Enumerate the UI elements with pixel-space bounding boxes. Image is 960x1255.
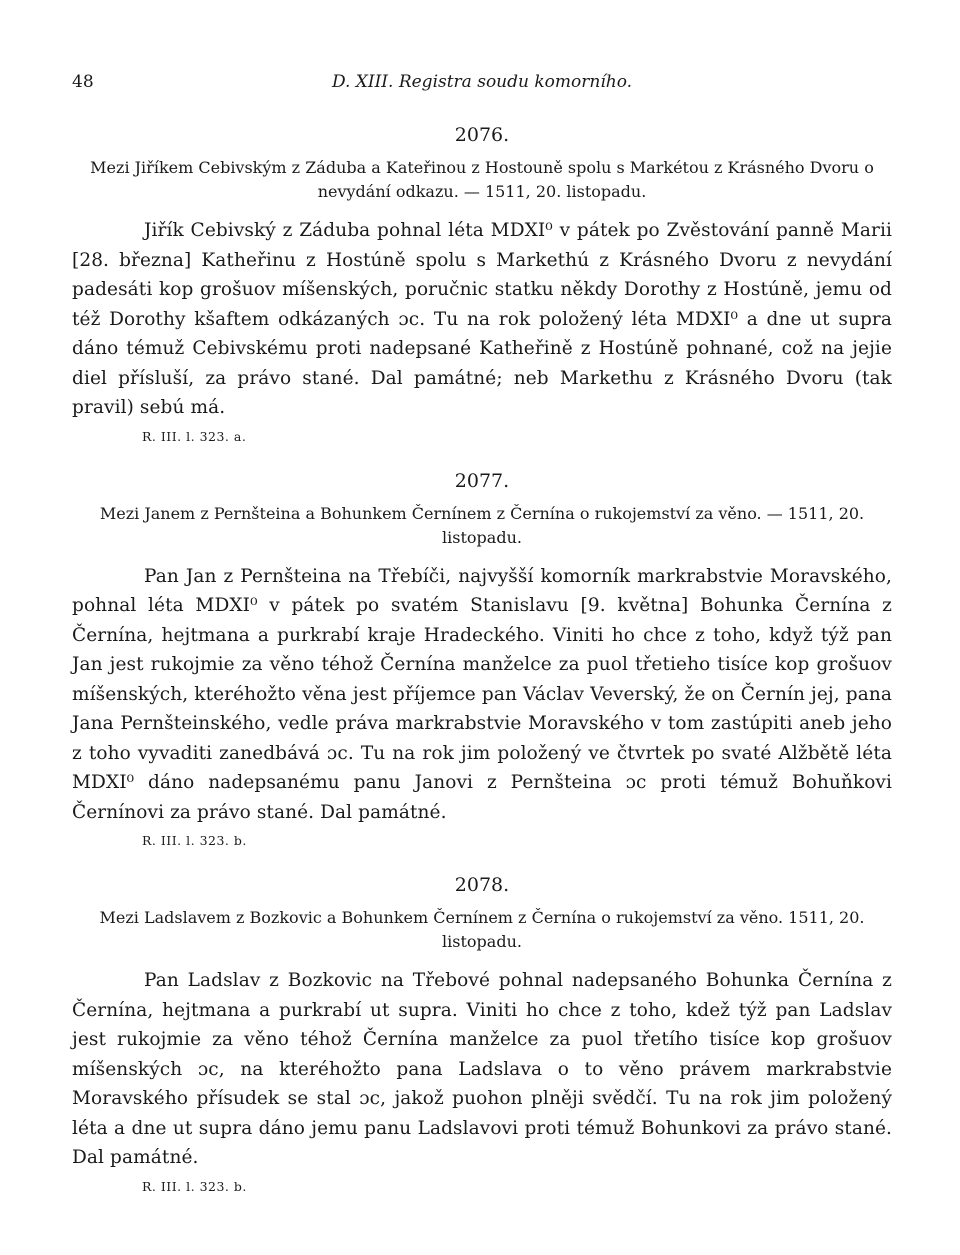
entry-body: Jiřík Cebivský z Záduba pohnal léta MDXI⁰ v pátek po Zvěstování panně Marii [28. března] Katheřinu z Hostúně spolu s Markethú z Krásného Dvoru z nevydání padesáti kop grošuov míšenských, poručnic statku někdy Dorothy z Hostúně, jemu od též Dorothy kšaftem odkázaných ɔc. Tu na rok položený léta MDXI⁰ a dne ut supra dáno témuž Cebivskému proti nadepsané Katheřině z Hostúně pohnané, což na jejie diel přísluší, za právo stané. Dal památné; neb Markethu z Krásného Dvoru (tak pravil) sebú má. <box>72 220 892 418</box>
running-head <box>72 72 892 102</box>
entry-source: R. III. l. 323. b. <box>142 833 247 848</box>
entry-source: R. III. l. 323. a. <box>142 428 247 444</box>
document-page <box>72 72 892 1194</box>
entry-summary: Mezi Ladslavem z Bozkovic a Bohunkem Černínem z Černína o rukojemství za věno. 1511, 20. listopadu. <box>99 908 865 951</box>
entry-number: 2076. <box>454 124 510 146</box>
entry-2078 <box>72 874 892 1194</box>
running-title: D. XIII. Registra soudu komorního. <box>331 72 633 92</box>
entry-body: Pan Jan z Pernšteina na Třebíči, najvyšší komorník markrabstvie Moravského, pohnal léta MDXI⁰ v pátek po svatém Stanislavu [9. května] Bohunka Černína z Černína, hejtmana a purkrabí kraje Hradeckého. Viniti ho chce z toho, když týž pan Jan jest rukojmie za věno téhož Černína manželce za puol třetieho tisíce kop grošuov míšenských, kteréhožto věna jest příjemce pan Václav Veverský, že on Černín jej, pana Jana Pernšteinského, vedle práva markrabstvie Moravského v tom zastúpiti aneb jeho z toho vyvaditi zanedbává ɔc. Tu na rok jim položený ve čtvrtek po svaté Alžbětě léta MDXI⁰ dáno nadepsanému panu Janovi z Pernšteina ɔc proti témuž Bohuňkovi Černínovi za právo stané. Dal památné. <box>72 565 892 823</box>
entry-summary: Mezi Janem z Pernšteina a Bohunkem Černínem z Černína o rukojemství za věno. — 1511, 20. listopadu. <box>99 503 865 547</box>
entry-number: 2078. <box>454 874 510 896</box>
entry-2077 <box>72 470 892 849</box>
entry-source: R. III. l. 323. b. <box>142 1178 247 1194</box>
entry-number: 2077. <box>454 469 510 492</box>
entry-body: Pan Ladslav z Bozkovic na Třebové pohnal nadepsaného Bohunka Černína z Černína, hejtmana a purkrabí ut supra. Viniti ho chce z toho, kdež týž pan Ladslav jest rukojmie za věno téhož Černína manželce za puol třetího tisíce kop grošuov míšenských ɔc, na kteréhožto pana Ladslava o to věno právem markrabstvie Moravského přísudek se stal ɔc, jakož puohon plněji svědčí. Tu na rok jim položený léta a dne ut supra dáno jemu panu Ladslavovi proti témuž Bohunkovi za právo stané. Dal památné. <box>72 970 892 1168</box>
page-number: 48 <box>72 72 94 92</box>
entry-2076 <box>72 124 892 444</box>
entry-summary: Mezi Jiříkem Cebivským z Záduba a Kateřinou z Hostouně spolu s Markétou z Krásného Dvoru o nevydání odkazu. — 1511, 20. listopadu. <box>90 158 874 201</box>
